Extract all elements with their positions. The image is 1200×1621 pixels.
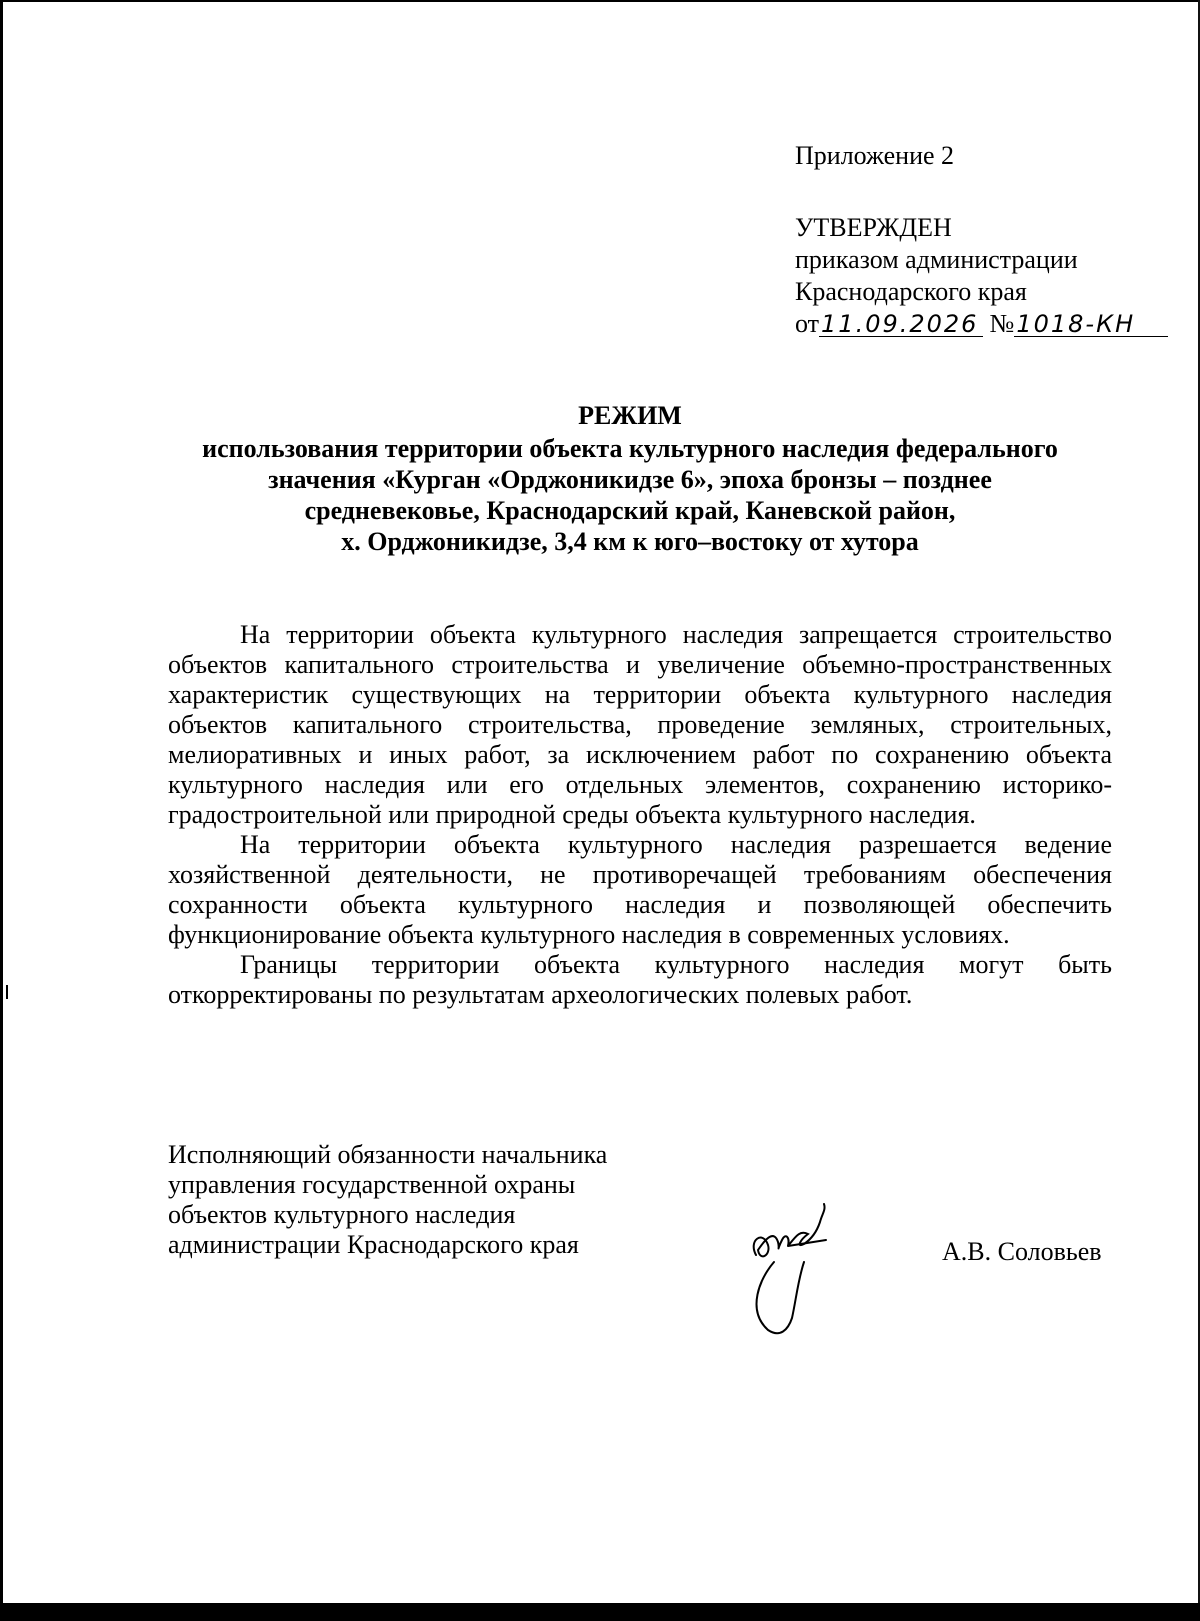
title-line: х. Орджоникидзе, 3,4 км к юго–востоку от хутора xyxy=(341,527,919,556)
document-body xyxy=(168,620,1112,1010)
position-line: Исполняющий обязанности начальника xyxy=(168,1140,608,1169)
annex-label: Приложение 2 xyxy=(795,141,955,170)
body-paragraph: На территории объекта культурного наследия разрешается ведение хозяйственной деятельности, не противоречащей требованиям обеспечения сохранности объекта культурного наследия и позволяющей обеспечить функционирование объекта культурного наследия в современных условиях. xyxy=(168,830,1112,949)
signatory-name: А.В. Соловьев xyxy=(942,1237,1102,1266)
position-line: объектов культурного наследия xyxy=(168,1200,516,1229)
position-line: администрации Краснодарского края xyxy=(168,1230,579,1259)
title-line: средневековье, Краснодарский край, Каневской район, xyxy=(304,496,956,525)
scan-border-bottom xyxy=(0,1603,1200,1621)
handwritten-signature xyxy=(738,1200,858,1340)
signatory-position xyxy=(168,1140,607,1260)
order-label: приказом администрации xyxy=(795,245,1078,274)
body-paragraph: На территории объекта культурного наследия запрещается строительство объектов капитального строительства и увеличение объемно-пространственных характеристик существующих на территории объекта культурного наследия объектов капитального строительства, проведение земляных, строительных, мелиоративных и иных работ, за исключением работ по сохранению объекта культурного наследия или его отдельных элементов, сохранению историко-градостроительной или природной среды объекта культурного наследия. xyxy=(168,620,1112,829)
date-prefix: от xyxy=(795,309,820,338)
handwritten-date: 11.09.2026 xyxy=(819,312,983,337)
title-line: использования территории объекта культурного наследия федерального xyxy=(202,434,1058,463)
approved-label: УТВЕРЖДЕН xyxy=(795,213,952,242)
region-label: Краснодарского края xyxy=(795,277,1027,306)
document-title xyxy=(110,400,1150,557)
scan-mark xyxy=(6,985,8,999)
order-date-line xyxy=(795,308,1168,340)
number-prefix: № xyxy=(989,309,1015,338)
approval-stamp-block xyxy=(795,140,1168,340)
body-paragraph: Границы территории объекта культурного наследия могут быть откорректированы по результатам археологических полевых работ. xyxy=(168,950,1112,1009)
scan-border-top xyxy=(0,0,1200,2)
title-line: значения «Курган «Орджоникидзе 6», эпоха бронзы – позднее xyxy=(268,465,992,494)
scan-border-left xyxy=(0,0,3,1621)
title-heading: РЕЖИМ xyxy=(578,401,682,430)
position-line: управления государственной охраны xyxy=(168,1170,576,1199)
handwritten-number: 1018-КН xyxy=(1014,312,1168,337)
